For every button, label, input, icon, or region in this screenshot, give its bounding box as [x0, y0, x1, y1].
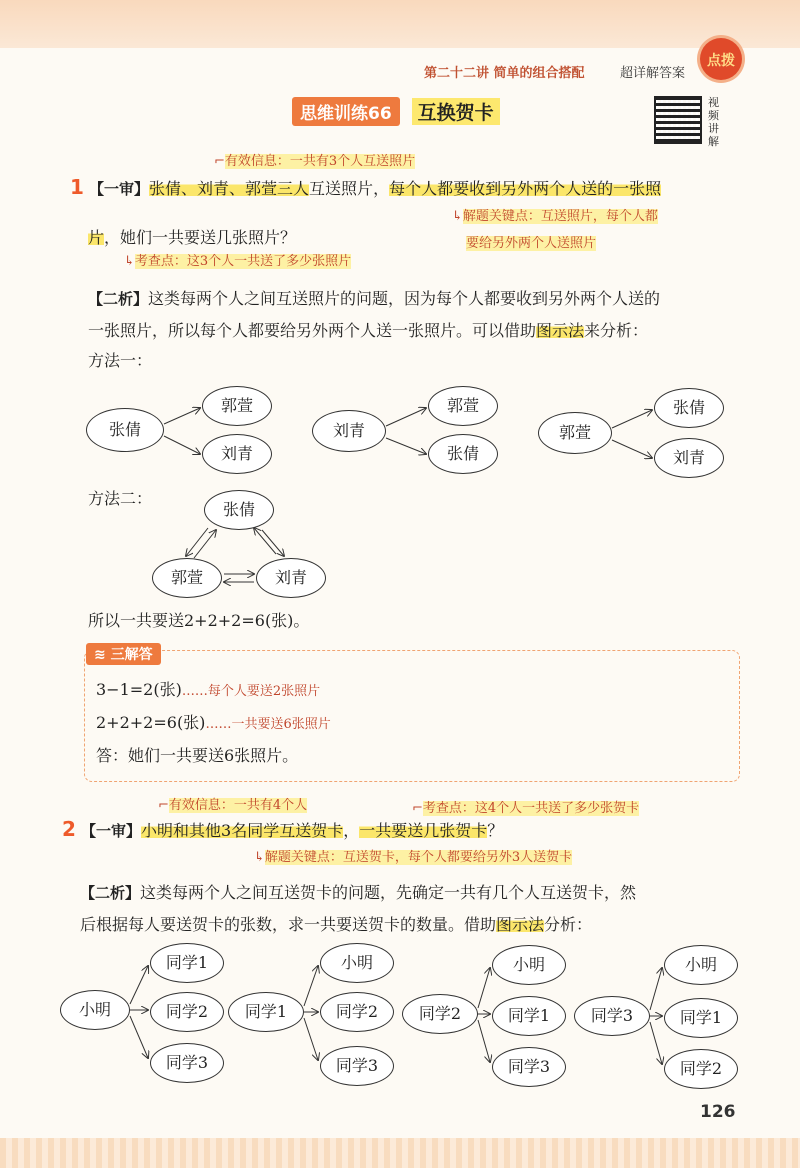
header-subtitle: 超详解答案	[620, 66, 686, 81]
p2-g4-t2: 同学1	[664, 998, 738, 1038]
m1-g1-bottom: 刘青	[202, 434, 272, 474]
p2-g1-t3: 同学3	[150, 1043, 224, 1083]
qr-label: 视频讲解	[708, 96, 719, 148]
m2-right: 刘青	[256, 558, 326, 598]
p2-note-info: ⌐有效信息：一共有4个人	[158, 798, 308, 813]
p2-analysis-line2: 后根据每人要送贺卡的张数，求一共要送贺卡的数量。借助图示法分析：	[80, 915, 593, 934]
arrow	[650, 968, 662, 1010]
p1-conclusion: 所以一共要送2+2+2=6(张)。	[88, 611, 310, 630]
p2-g2-center: 同学1	[228, 992, 304, 1032]
p1-line2: 片，她们一共要送几张照片？	[88, 228, 297, 247]
m2-top: 张倩	[204, 490, 274, 530]
p1-note-info: ⌐有效信息：一共有3个人互送照片	[214, 154, 416, 169]
p2-g2-t2: 同学2	[320, 992, 394, 1032]
sol-line2: 2+2+2=6(张)……一共要送6张照片	[96, 713, 331, 732]
arrow	[262, 530, 284, 556]
p1-note-key-2: 要给另外两个人送照片	[466, 236, 597, 251]
p2-g4-center: 同学3	[574, 996, 650, 1036]
m1-g1-top: 郭萱	[202, 386, 272, 426]
p2-number: 2	[62, 817, 76, 841]
sol-line1: 3−1=2(张)……每个人要送2张照片	[96, 680, 321, 699]
p1-analysis-line2: 一张照片，所以每个人都要给另外两个人送一张照片。可以借助图示法来分析：	[88, 321, 649, 340]
m2-left: 郭萱	[152, 558, 222, 598]
arrow	[478, 968, 490, 1008]
p1-yishen-label: 【一审】	[89, 180, 150, 198]
m1-g1-center: 张倩	[86, 408, 164, 452]
arrow	[130, 966, 148, 1004]
arrow	[164, 408, 200, 424]
p1-number: 1	[70, 175, 84, 199]
solution-tag: ≋ 三解答	[86, 643, 161, 665]
p2-g2-t3: 同学3	[320, 1046, 394, 1086]
p2-note-key: ↳解题关键点：互送贺卡，每个人都要给另外3人送贺卡	[254, 850, 573, 865]
p2-g3-t2: 同学1	[492, 996, 566, 1036]
p2-line1: 2 【一审】小明和其他3名同学互送贺卡，一共要送几张贺卡？	[62, 817, 504, 841]
arrow	[304, 1018, 318, 1060]
sol-line3: 答：她们一共要送6张照片。	[96, 746, 299, 765]
p1-line1: 1 【一审】张倩、刘青、郭萱三人互送照片，每个人都要收到另外两个人送的一张照	[70, 175, 662, 199]
page-number: 126	[700, 1102, 736, 1122]
chapter-title: 第二十二讲 简单的组合搭配	[424, 66, 585, 81]
p2-g1-t2: 同学2	[150, 992, 224, 1032]
arrow	[254, 528, 276, 554]
m1-g3-center: 郭萱	[538, 412, 612, 454]
arrow	[130, 1016, 148, 1058]
p2-analysis-line1: 【二析】这类每两个人之间互送贺卡的问题，先确定一共有几个人互送贺卡，然	[80, 883, 637, 902]
p1-analysis-line1: 【二析】这类每两个人之间互送照片的问题，因为每个人都要收到另外两个人送的	[88, 289, 661, 308]
m1-g2-top: 郭萱	[428, 386, 498, 426]
p2-g1-t1: 同学1	[150, 943, 224, 983]
arrow	[304, 966, 318, 1006]
p2-g3-t3: 同学3	[492, 1047, 566, 1087]
m1-g2-center: 刘青	[312, 410, 386, 452]
p1-method2-label: 方法二：	[88, 489, 153, 508]
m1-g2-bottom: 张倩	[428, 434, 498, 474]
p1-method1-label: 方法一：	[88, 351, 153, 370]
logo-text: 点拨	[707, 53, 735, 69]
arrow	[194, 530, 216, 558]
p2-g4-t3: 同学2	[664, 1049, 738, 1089]
p1-note-key-1: ↳解题关键点：互送照片，每个人都	[452, 209, 658, 224]
arrow	[386, 408, 426, 426]
p2-g3-center: 同学2	[402, 994, 478, 1034]
training-tag: 思维训练66	[292, 97, 400, 126]
arrow	[164, 436, 200, 454]
p2-g1-center: 小明	[60, 990, 130, 1030]
p2-note-exam: ⌐考查点：这4个人一共送了多少张贺卡	[412, 801, 640, 816]
p2-g2-t1: 小明	[320, 943, 394, 983]
m1-g3-top: 张倩	[654, 388, 724, 428]
p2-g3-t1: 小明	[492, 945, 566, 985]
arrow	[612, 410, 652, 428]
m1-g3-bottom: 刘青	[654, 438, 724, 478]
arrow	[478, 1020, 490, 1062]
arrow	[650, 1022, 662, 1064]
training-name: 互换贺卡	[412, 98, 500, 125]
p1-hl-people: 张倩、刘青、郭萱三人	[149, 179, 310, 198]
p1-hl-condition: 每个人都要收到另外两个人送的一张照	[389, 179, 662, 198]
arrow	[386, 438, 426, 454]
arrow	[612, 440, 652, 458]
arrow	[186, 528, 208, 556]
p2-g4-t1: 小明	[664, 945, 738, 985]
p1-note-exam: ↳考查点：这3个人一共送了多少张照片	[124, 254, 352, 269]
